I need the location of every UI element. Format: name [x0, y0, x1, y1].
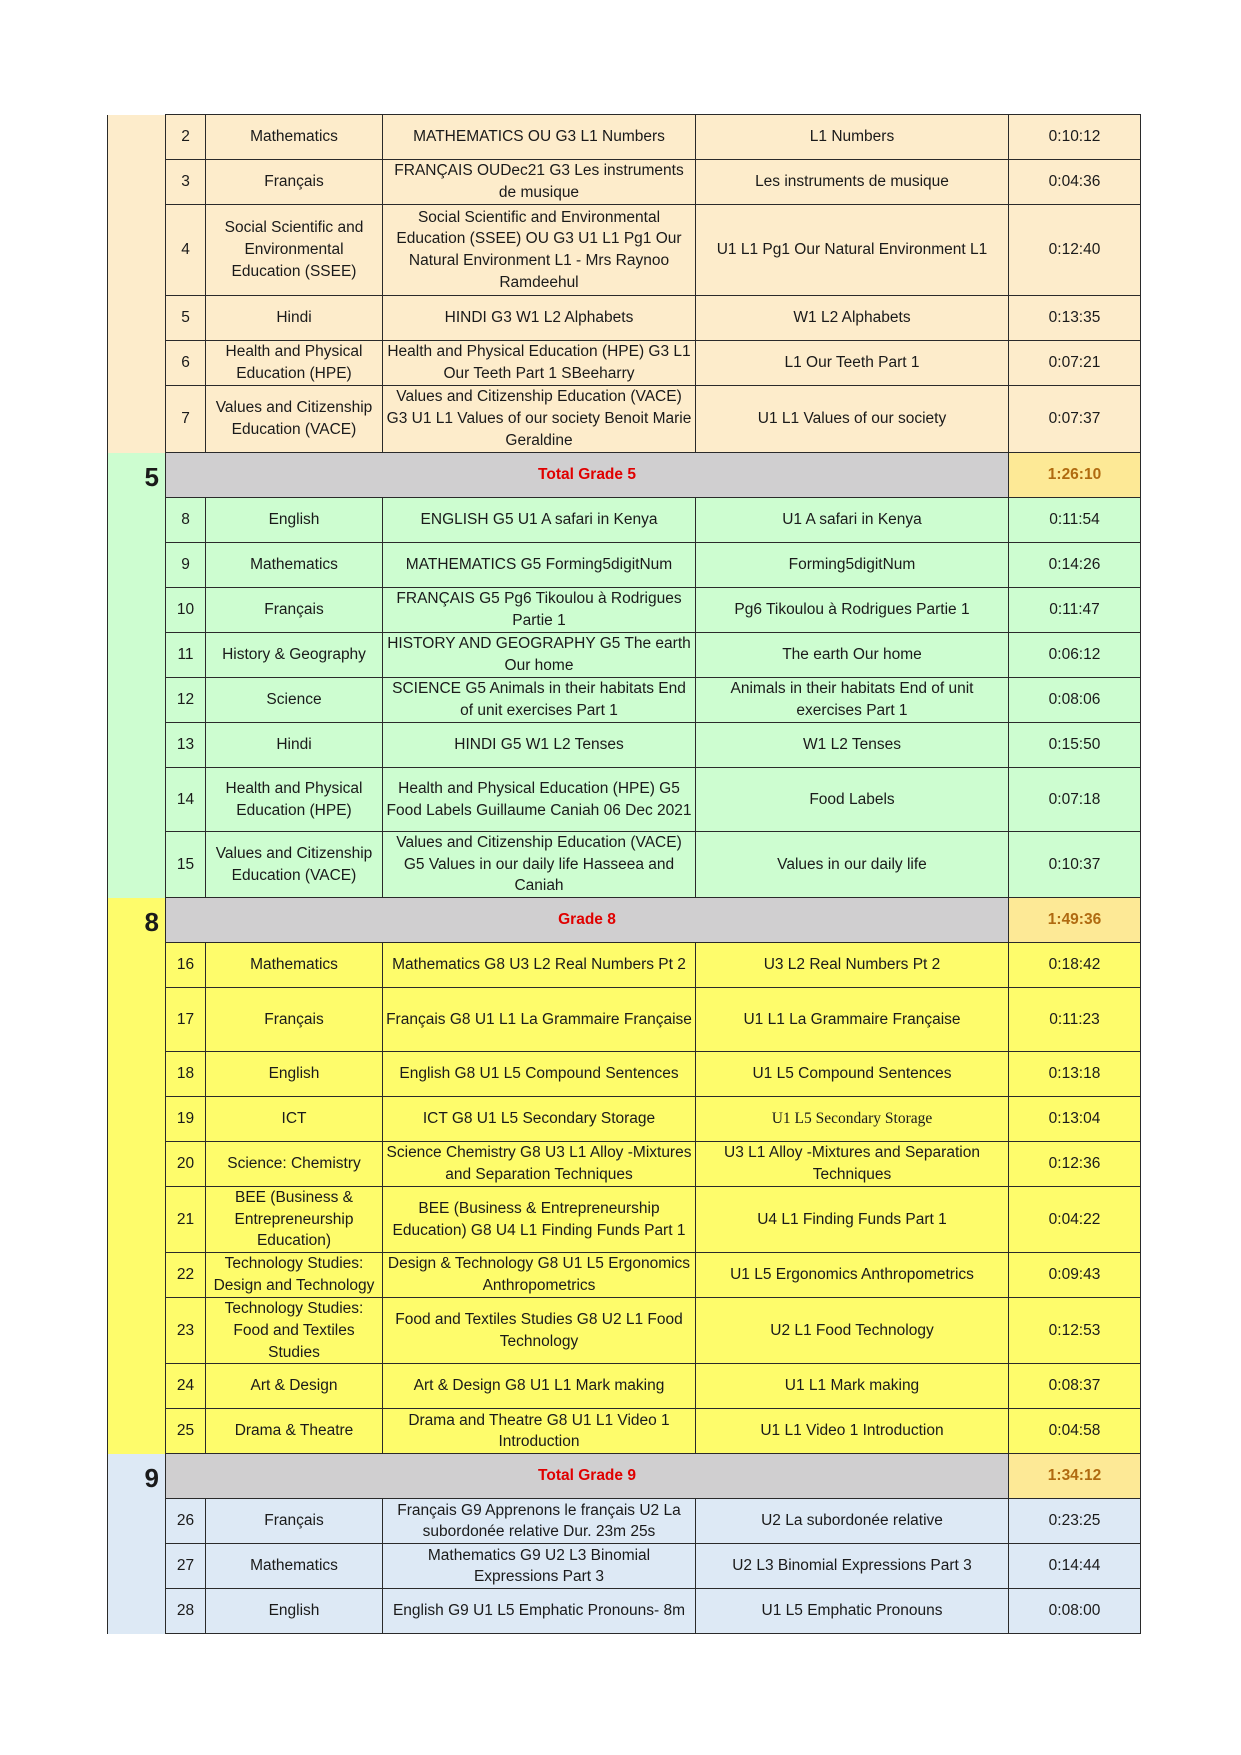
video-title-cell: SCIENCE G5 Animals in their habitats End of unit exercises Part 1: [383, 678, 696, 723]
duration-cell: 0:11:54: [1009, 498, 1141, 543]
duration-cell: 0:12:40: [1009, 205, 1141, 296]
table-row: [108, 296, 1141, 341]
video-title-cell: MATHEMATICS G5 Forming5digitNum: [383, 543, 696, 588]
lesson-cell: U1 L5 Compound Sentences: [696, 1052, 1009, 1097]
video-title-cell: English G8 U1 L5 Compound Sentences: [383, 1052, 696, 1097]
subject-cell: Mathematics: [206, 1544, 383, 1589]
video-title-cell: FRANÇAIS OUDec21 G3 Les instruments de musique: [383, 160, 696, 205]
subject-cell: English: [206, 1589, 383, 1634]
video-title-cell: Français G8 U1 L1 La Grammaire Française: [383, 988, 696, 1052]
subject-cell: Français: [206, 588, 383, 633]
lesson-cell: L1 Numbers: [696, 115, 1009, 160]
grade-marker: 5: [108, 453, 166, 898]
lesson-cell: U1 L1 La Grammaire Française: [696, 988, 1009, 1052]
duration-cell: 0:13:04: [1009, 1097, 1141, 1142]
table-row: [108, 1364, 1141, 1409]
subject-cell: History & Geography: [206, 633, 383, 678]
subject-cell: Français: [206, 988, 383, 1052]
video-title-cell: Values and Citizenship Education (VACE) G5 Values in our daily life Hasseea and Caniah: [383, 832, 696, 898]
video-title-cell: Social Scientific and Environmental Education (SSEE) OU G3 U1 L1 Pg1 Our Natural Environment L1 - Mrs Raynoo Ramdeehul: [383, 205, 696, 296]
duration-cell: 0:12:53: [1009, 1298, 1141, 1364]
table-row: [108, 341, 1141, 386]
lesson-cell: U1 L1 Pg1 Our Natural Environment L1: [696, 205, 1009, 296]
duration-cell: 0:18:42: [1009, 943, 1141, 988]
duration-cell: 0:11:23: [1009, 988, 1141, 1052]
lesson-cell: U3 L1 Alloy -Mixtures and Separation Techniques: [696, 1142, 1009, 1187]
video-title-cell: ICT G8 U1 L5 Secondary Storage: [383, 1097, 696, 1142]
table-row: [108, 1187, 1141, 1253]
video-title-cell: Food and Textiles Studies G8 U2 L1 Food Technology: [383, 1298, 696, 1364]
duration-cell: 0:06:12: [1009, 633, 1141, 678]
row-number: 11: [166, 633, 206, 678]
grade-marker: [108, 115, 166, 453]
row-number: 17: [166, 988, 206, 1052]
row-number: 8: [166, 498, 206, 543]
row-number: 2: [166, 115, 206, 160]
row-number: 25: [166, 1409, 206, 1454]
subject-cell: BEE (Business & Entrepreneurship Education): [206, 1187, 383, 1253]
grade-marker: 8: [108, 898, 166, 1454]
duration-cell: 0:07:37: [1009, 386, 1141, 453]
grade-total-row: [108, 453, 1141, 498]
video-title-cell: Values and Citizenship Education (VACE) G3 U1 L1 Values of our society Benoit Marie Geraldine: [383, 386, 696, 453]
duration-cell: 0:08:00: [1009, 1589, 1141, 1634]
lesson-cell: W1 L2 Alphabets: [696, 296, 1009, 341]
table-row: [108, 386, 1141, 453]
duration-cell: 0:09:43: [1009, 1253, 1141, 1298]
lesson-cell: The earth Our home: [696, 633, 1009, 678]
lesson-cell: W1 L2 Tenses: [696, 723, 1009, 768]
lesson-cell: U2 La subordonée relative: [696, 1499, 1009, 1544]
table-row: [108, 633, 1141, 678]
subject-cell: Hindi: [206, 723, 383, 768]
row-number: 15: [166, 832, 206, 898]
row-number: 6: [166, 341, 206, 386]
table-row: [108, 988, 1141, 1052]
grade-total-label: Grade 8: [166, 898, 1009, 943]
table-row: [108, 768, 1141, 832]
video-title-cell: ENGLISH G5 U1 A safari in Kenya: [383, 498, 696, 543]
row-number: 9: [166, 543, 206, 588]
table-row: [108, 1409, 1141, 1454]
lesson-cell: U1 L5 Ergonomics Anthropometrics: [696, 1253, 1009, 1298]
table-row: [108, 832, 1141, 898]
subject-cell: Mathematics: [206, 115, 383, 160]
lesson-cell: Food Labels: [696, 768, 1009, 832]
subject-cell: Français: [206, 160, 383, 205]
video-title-cell: Mathematics G8 U3 L2 Real Numbers Pt 2: [383, 943, 696, 988]
row-number: 3: [166, 160, 206, 205]
duration-cell: 0:04:36: [1009, 160, 1141, 205]
duration-cell: 0:13:18: [1009, 1052, 1141, 1097]
duration-cell: 0:23:25: [1009, 1499, 1141, 1544]
table-row: [108, 205, 1141, 296]
video-title-cell: Art & Design G8 U1 L1 Mark making: [383, 1364, 696, 1409]
subject-cell: Hindi: [206, 296, 383, 341]
grade-marker: 9: [108, 1454, 166, 1634]
grade-total-duration: 1:49:36: [1009, 898, 1141, 943]
lesson-cell: Animals in their habitats End of unit exercises Part 1: [696, 678, 1009, 723]
duration-cell: 0:13:35: [1009, 296, 1141, 341]
lesson-cell: U1 L1 Video 1 Introduction: [696, 1409, 1009, 1454]
row-number: 19: [166, 1097, 206, 1142]
lesson-cell: U1 A safari in Kenya: [696, 498, 1009, 543]
lesson-cell: U1 L5 Secondary Storage: [696, 1097, 1009, 1142]
lesson-cell: Les instruments de musique: [696, 160, 1009, 205]
grade-total-label: Total Grade 9: [166, 1454, 1009, 1499]
video-title-cell: Design & Technology G8 U1 L5 Ergonomics Anthropometrics: [383, 1253, 696, 1298]
lesson-cell: U1 L5 Emphatic Pronouns: [696, 1589, 1009, 1634]
table-row: [108, 543, 1141, 588]
row-number: 16: [166, 943, 206, 988]
subject-cell: Social Scientific and Environmental Education (SSEE): [206, 205, 383, 296]
subject-cell: Science: Chemistry: [206, 1142, 383, 1187]
video-title-cell: Mathematics G9 U2 L3 Binomial Expressions Part 3: [383, 1544, 696, 1589]
row-number: 14: [166, 768, 206, 832]
lesson-cell: Values in our daily life: [696, 832, 1009, 898]
video-title-cell: Français G9 Apprenons le français U2 La subordonée relative Dur. 23m 25s: [383, 1499, 696, 1544]
lesson-cell: U1 L1 Mark making: [696, 1364, 1009, 1409]
subject-cell: Drama & Theatre: [206, 1409, 383, 1454]
row-number: 22: [166, 1253, 206, 1298]
grade-total-duration: 1:34:12: [1009, 1454, 1141, 1499]
row-number: 24: [166, 1364, 206, 1409]
row-number: 21: [166, 1187, 206, 1253]
video-title-cell: HINDI G3 W1 L2 Alphabets: [383, 296, 696, 341]
table-row: [108, 1052, 1141, 1097]
row-number: 13: [166, 723, 206, 768]
row-number: 18: [166, 1052, 206, 1097]
video-title-cell: HISTORY AND GEOGRAPHY G5 The earth Our home: [383, 633, 696, 678]
duration-cell: 0:14:44: [1009, 1544, 1141, 1589]
duration-cell: 0:08:06: [1009, 678, 1141, 723]
video-title-cell: Science Chemistry G8 U3 L1 Alloy -Mixtures and Separation Techniques: [383, 1142, 696, 1187]
row-number: 20: [166, 1142, 206, 1187]
lesson-cell: L1 Our Teeth Part 1: [696, 341, 1009, 386]
table-row: [108, 1589, 1141, 1634]
video-title-cell: English G9 U1 L5 Emphatic Pronouns- 8m: [383, 1589, 696, 1634]
table-row: [108, 1499, 1141, 1544]
subject-cell: Values and Citizenship Education (VACE): [206, 832, 383, 898]
duration-cell: 0:12:36: [1009, 1142, 1141, 1187]
lesson-cell: U4 L1 Finding Funds Part 1: [696, 1187, 1009, 1253]
video-title-cell: FRANÇAIS G5 Pg6 Tikoulou à Rodrigues Partie 1: [383, 588, 696, 633]
table-row: [108, 1253, 1141, 1298]
subject-cell: Science: [206, 678, 383, 723]
subject-cell: Technology Studies: Food and Textiles Studies: [206, 1298, 383, 1364]
duration-cell: 0:07:18: [1009, 768, 1141, 832]
duration-cell: 0:04:22: [1009, 1187, 1141, 1253]
duration-cell: 0:08:37: [1009, 1364, 1141, 1409]
subject-cell: English: [206, 498, 383, 543]
table-row: [108, 498, 1141, 543]
lesson-cell: U2 L3 Binomial Expressions Part 3: [696, 1544, 1009, 1589]
grade-total-row: [108, 898, 1141, 943]
row-number: 5: [166, 296, 206, 341]
subject-cell: Mathematics: [206, 943, 383, 988]
grade-total-row: [108, 1454, 1141, 1499]
video-title-cell: MATHEMATICS OU G3 L1 Numbers: [383, 115, 696, 160]
video-title-cell: HINDI G5 W1 L2 Tenses: [383, 723, 696, 768]
grade-total-duration: 1:26:10: [1009, 453, 1141, 498]
duration-cell: 0:04:58: [1009, 1409, 1141, 1454]
row-number: 7: [166, 386, 206, 453]
table-row: [108, 1298, 1141, 1364]
table-row: [108, 1544, 1141, 1589]
duration-cell: 0:07:21: [1009, 341, 1141, 386]
video-title-cell: Health and Physical Education (HPE) G3 L1 Our Teeth Part 1 SBeeharry: [383, 341, 696, 386]
subject-cell: Mathematics: [206, 543, 383, 588]
subject-cell: Art & Design: [206, 1364, 383, 1409]
subject-cell: Values and Citizenship Education (VACE): [206, 386, 383, 453]
lesson-cell: U3 L2 Real Numbers Pt 2: [696, 943, 1009, 988]
lesson-cell: Pg6 Tikoulou à Rodrigues Partie 1: [696, 588, 1009, 633]
row-number: 28: [166, 1589, 206, 1634]
video-title-cell: BEE (Business & Entrepreneurship Education) G8 U4 L1 Finding Funds Part 1: [383, 1187, 696, 1253]
table-row: [108, 943, 1141, 988]
table-row: [108, 1142, 1141, 1187]
lesson-cell: U1 L1 Values of our society: [696, 386, 1009, 453]
lesson-cell: U2 L1 Food Technology: [696, 1298, 1009, 1364]
subject-cell: Technology Studies: Design and Technology: [206, 1253, 383, 1298]
video-title-cell: Drama and Theatre G8 U1 L1 Video 1 Introduction: [383, 1409, 696, 1454]
duration-cell: 0:11:47: [1009, 588, 1141, 633]
table-row: [108, 678, 1141, 723]
table-row: [108, 723, 1141, 768]
row-number: 27: [166, 1544, 206, 1589]
video-title-cell: Health and Physical Education (HPE) G5 Food Labels Guillaume Caniah 06 Dec 2021: [383, 768, 696, 832]
table-row: [108, 1097, 1141, 1142]
subject-cell: Health and Physical Education (HPE): [206, 341, 383, 386]
table-row: [108, 160, 1141, 205]
lessons-table: [107, 114, 1141, 1634]
duration-cell: 0:15:50: [1009, 723, 1141, 768]
subject-cell: English: [206, 1052, 383, 1097]
duration-cell: 0:14:26: [1009, 543, 1141, 588]
duration-cell: 0:10:12: [1009, 115, 1141, 160]
row-number: 23: [166, 1298, 206, 1364]
grade-total-label: Total Grade 5: [166, 453, 1009, 498]
subject-cell: Français: [206, 1499, 383, 1544]
row-number: 26: [166, 1499, 206, 1544]
row-number: 4: [166, 205, 206, 296]
lesson-cell: Forming5digitNum: [696, 543, 1009, 588]
duration-cell: 0:10:37: [1009, 832, 1141, 898]
table-row: [108, 588, 1141, 633]
row-number: 12: [166, 678, 206, 723]
subject-cell: Health and Physical Education (HPE): [206, 768, 383, 832]
table-row: [108, 115, 1141, 160]
subject-cell: ICT: [206, 1097, 383, 1142]
row-number: 10: [166, 588, 206, 633]
